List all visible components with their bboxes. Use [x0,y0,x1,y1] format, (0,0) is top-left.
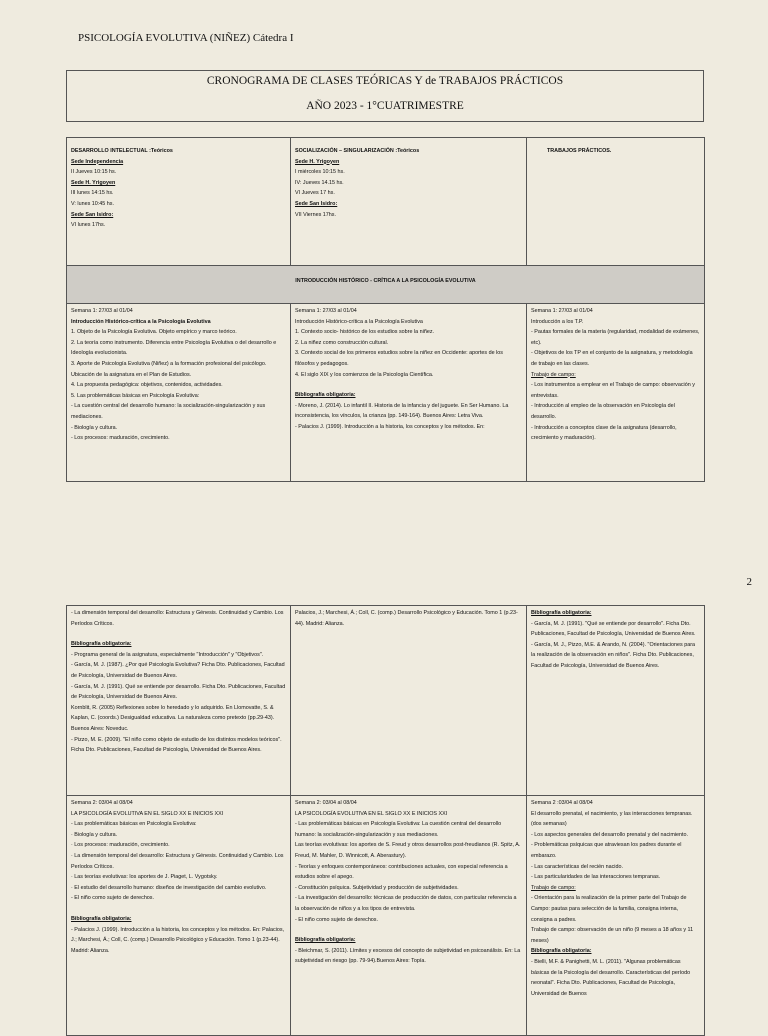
text-line: - Teorías y enfoques contemporáneos: contribuciones actuales, con especial referencia a estudios sobre el apego. [295,863,508,881]
col2-schedule [295,157,522,221]
p2-row1-col2-content [295,608,522,629]
text-line: - Bleichmar, S. (2011). Límites y excesos del concepto de subjetividad en psicoanálisis. En: La subjetividad en riesgo (pp. 79-94).Buenos Aires: Topía. [295,947,521,965]
text-line: VI lunes 17hs. [71,222,106,229]
p2-row1-col3-content [531,608,700,672]
text-line: Introducción Histórico-crítica a la Psicología Evolutiva [295,318,423,325]
text-line: IV: Jueves 14.15 hs. [295,179,344,186]
col2-heading: SOCIALIZACIÓN – SINGULARIZACIÓN :Teóricos [295,148,420,154]
text-line: 3. Aporte de Psicología Evolutiva (Niñez) a la formación profesional del psicólogo. Ubicación de la asignatura en el Plan de Estudios. [71,360,267,378]
week1-col1-content [71,306,286,444]
text-line: - El niño como sujeto de derechos. [71,895,155,902]
text-line: I miércoles 10:15 hs. [295,169,345,176]
p2-row2-col3 [527,796,705,1036]
text-line: Semana 1: 27/03 al 01/04 [295,308,357,314]
text-line: Bibliografía obligatoria: [71,641,132,648]
text-line: Las teorías evolutivas: los aportes de S. Freud y otros desarrollos post-freudianos (R. Spitz, A. Freud, M. Mahler, D. Winnicott, A. Aberastury). [295,842,521,859]
text-line: Semana 2: 03/04 al 08/04 [295,800,357,806]
text-line: - García, M. J. (1991). Qué se entiende por desarrollo. Ficha Dto. Publicaciones, Facultad de Psicología, Universidad de Buenos Aires. [71,683,286,701]
intro-banner: INTRODUCCIÓN HISTÓRICO - CRÍTICA A LA PSICOLOGÍA EVOLUTIVA [67,266,705,304]
text-line: - La dimensión temporal del desarrollo: Estructura y Génesis. Continuidad y Cambio. Los Períodos Críticos. [71,610,284,627]
week1-theory-socialization [291,304,527,482]
p2-row1-col3 [527,606,705,796]
text-line: · Las teorías evolutivas: los aportes de J. Piaget, L. Vygotsky. [71,874,218,881]
schedule-year: AÑO 2023 - 1°CUATRIMESTRE [306,100,464,112]
text-line: - Pautas formales de la materia (regularidad, modalidad de exámenes, etc). [531,329,700,346]
text-line: Semana 1: 27/03 al 01/04 [531,308,593,314]
text-line: - Orientación para la realización de la primer parte del Trabajo de Campo: pautas para selección de la familia, consigna interna, consigna a padres. [531,895,687,923]
schedule-table-page1 [66,137,705,482]
text-line: Trabajo de campo: [531,884,576,891]
text-line: · Los procesos: maduración, crecimiento. [71,842,170,849]
week1-practical [527,304,705,482]
text-line: 3. Contexto social de los primeros estudios sobre la niñez en Occidente: aportes de los filósofos y pedagogos. [295,350,503,367]
col1-heading: DESARROLLO INTELECTUAL :Teóricos [71,148,173,154]
text-line: - Introducción a conceptos clave de la asignatura (desarrollo, crecimiento y maduración). [531,424,677,442]
text-line: - La investigación del desarrollo: técnicas de producción de datos, con particular referencia a la observación de niños y a los tipos de entrevista. [295,895,517,912]
p2-row2-col2-content [295,798,522,967]
week1-theory-intellectual [67,304,291,482]
p2-row2-col3-content [531,798,700,999]
text-line: - García, M. J., Pizzo, M.E. & Arando, N. (2004). "Orientaciones para la realización de la observación en niños". Ficha Dto. Publicaciones, Facultad de Psicología, Universidad de Buenos Aires. [531,641,695,669]
spacer [295,380,522,390]
text-line: Introducción a los T.P. [531,318,584,325]
text-line: Sede Independencia [71,158,124,165]
text-line: Bibliografía obligatoria: [295,937,356,944]
p2-row1-col2 [291,606,527,796]
text-line: - Problemáticas psíquicas que atraviesan los padres durante el embarazo. [531,842,682,859]
text-line: Introducción Histórico-crítica a la Psicología Evolutiva [71,318,211,325]
text-line: - Las problemáticas básicas en Psicología Evolutiva: La cuestión central del desarrollo humano: la socialización-singularización y sus mediaciones. [295,821,502,838]
text-line: 4. El siglo XIX y los comienzos de la Psicología Científica. [295,371,434,378]
text-line: VI Jueves 17 hs. [295,190,335,197]
week1-col3-content [531,306,700,444]
header-cell-socialization [291,138,527,266]
text-line: - Biología y cultura. [71,424,118,431]
header-cell-intellectual [67,138,291,266]
text-line: Palacios, J.; Marchesi, Á.; Coll, C. (comp.) Desarrollo Psicológico y Educación. Tomo 1 (p.23-44). Madrid: Alianza. [295,610,518,627]
text-line: · La dimensión temporal del desarrollo: Estructura y Génesis. Continuidad y Cambio. Los Períodos Críticos. [71,852,284,870]
text-line: - El niño como sujeto de derechos. [295,916,379,923]
text-line: Sede H. Yrigoyen [71,179,116,186]
schedule-table-page2 [66,605,705,1036]
text-line: III lunes 14:15 hs. [71,190,114,197]
text-line: - Las particularidades de las interacciones tempranas. [531,874,661,881]
text-line: · Biología y cultura. [71,831,118,838]
text-line: 1. Objeto de la Psicología Evolutiva. Objeto empírico y marco teórico. [71,329,237,336]
p2-row1-col1 [67,606,291,796]
schedule-title: CRONOGRAMA DE CLASES TEÓRICAS Y de TRABAJOS PRÁCTICOS [206,75,564,87]
text-line: 5. Las problemáticas básicas en Psicología Evolutiva: [71,392,200,399]
text-line: II Jueves 10:15 hs. [71,169,117,176]
text-line: V: lunes 10:45 hs. [71,200,114,207]
text-line: Trabajo de campo: [531,371,576,378]
text-line: Bibliografía obligatoria: [531,948,592,955]
week1-col2-content [295,306,522,433]
text-line: 2. La niñez como construcción cultural. [295,339,389,346]
text-line: - Palacios J. (1999). Introducción a la historia, los conceptos y los métodos. En: Palacios, J.; Marchesi, Á.; Coll, C. (comp.) Desarrollo Psicológico y Educación. Tomo 1 (p.23-44). Madrid: Alianza. [71,926,285,954]
col1-schedule [71,157,286,231]
text-line: · El estudio del desarrollo humano: diseños de investigación del cambio evolutivo. [71,884,267,891]
text-line: - Introducción al empleo de la observación en Psicología del desarrollo. [531,403,675,420]
text-line: - García, M. J. (1991). "Qué se entiende por desarrollo". Ficha Dto. Publicaciones, Facultad de Psicología, Universidad de Buenos Aires. [531,620,696,638]
text-line: - Moreno, J. (2014). Lo infantil II. Historia de la infancia y del juguete. En Ser Humano. La inconsistencia, los vínculos, la crianza (pp. 149-164). Buenos Aires: Letra Viva. [295,402,509,420]
text-line: Trabajo de campo: observación de un niño (9 meses a 18 años y 11 meses) [531,927,694,944]
text-line: - Los aspectos generales del desarrollo prenatal y del nacimiento. [531,831,689,838]
page-number: 2 [746,576,752,588]
text-line: 2. La teoría como instrumento. Diferencia entre Psicología Evolutiva o del desarrollo e Ideología evolucionista. [71,339,277,357]
text-line: Bibliografía obligatoria: [531,610,592,616]
text-line: Bibliografía obligatoria: [295,392,356,399]
text-line: - Pizzo, M. E. (2009). "El niño como objeto de estudio de los distintos modelos teóricos". Ficha Dto. Publicaciones, Facultad de Psicología, Universidad de Buenos Aires. [71,736,282,754]
text-line: Bibliografía obligatoria: [71,915,132,922]
p2-row2-col2 [291,796,527,1036]
text-line: - Programa general de la asignatura, especialmente "Introducción" y "Objetivos". [71,651,264,658]
text-line: 1. Contexto socio- histórico de los estudios sobre la niñez. [295,329,435,336]
text-line: - Los instrumentos a emplear en el Trabajo de campo: observación y entrevistas. [531,382,695,399]
text-line: - La cuestión central del desarrollo humano: la socialización-singularización y sus mediaciones. [71,403,266,420]
text-line: Semana 2: 03/04 al 08/04 [71,800,133,806]
text-line: LA PSICOLOGÍA EVOLUTIVA EN EL SIGLO XX E INICIOS XXI [295,810,448,817]
text-line: - Los procesos: maduración, crecimiento. [71,435,170,442]
text-line: Semana 1: 27/03 al 01/04 [71,308,133,314]
page-header: PSICOLOGÍA EVOLUTIVA (NIÑEZ) Cátedra I [78,32,294,44]
spacer [295,925,522,935]
header-cell-practical [527,138,705,266]
col3-heading: TRABAJOS PRÁCTICOS. [547,148,612,154]
text-line: - García, M. J. (1987). ¿Por qué Psicología Evolutiva? Ficha Dto. Publicaciones, Facultad de Psicología, Universidad de Buenos Aires. [71,662,285,679]
p2-row2-col1-content [71,798,286,956]
text-line: Semana 2 :03/04 al 08/04 [531,800,593,806]
text-line: Kornblit, R. (2005) Reflexiones sobre lo heredado y lo adquirido. En Llomovatte, S. & Kaplan, C. (coords.) Desigualdad educativa. La naturaleza como pretexto (pp.29-43). Buenos Aires: Noveduc. [71,704,275,732]
text-line: Sede San Isidro: [71,211,114,218]
spacer [71,629,286,639]
text-line: - Objetivos de los TP en el conjunto de la asignatura, y metodología de trabajo en las clases. [531,350,693,367]
text-line: Sede H. Yrigoyen [295,158,340,165]
spacer [71,904,286,914]
text-line: 4. La propuesta pedagógica: objetivos, contenidos, actividades. [71,382,223,389]
p2-row2-col1 [67,796,291,1036]
text-line: LA PSICOLOGÍA EVOLUTIVA EN EL SIGLO XX E INICIOS XXI [71,810,224,817]
title-box [66,70,704,122]
p2-row1-col1-content [71,608,286,756]
text-line: Sede San Isidro: [295,200,338,207]
text-line: VII Viernes 17hs. [295,211,336,218]
text-line: El desarrollo prenatal, el nacimiento, y las interacciones tempranas. (dos semanas) [531,810,693,828]
text-line: - Bielli, M.F. & Panighetti, M. L. (2011). "Algunas problemáticas básicas de la Psicología del desarrollo. Características del período neonatal". Ficha Dto. Publicaciones, Facultad de Psicología, Universidad de Buenos [531,958,691,997]
text-line: - Palacios J. (1999). Introducción a la historia, los conceptos y los métodos. En: [295,423,485,430]
text-line: - Constitución psíquica. Subjetividad y producción de subjetividades. [295,884,459,891]
text-line: - Las características del recién nacido. [531,863,623,870]
text-line: - Las problemáticas básicas en Psicología Evolutiva: [71,821,197,828]
